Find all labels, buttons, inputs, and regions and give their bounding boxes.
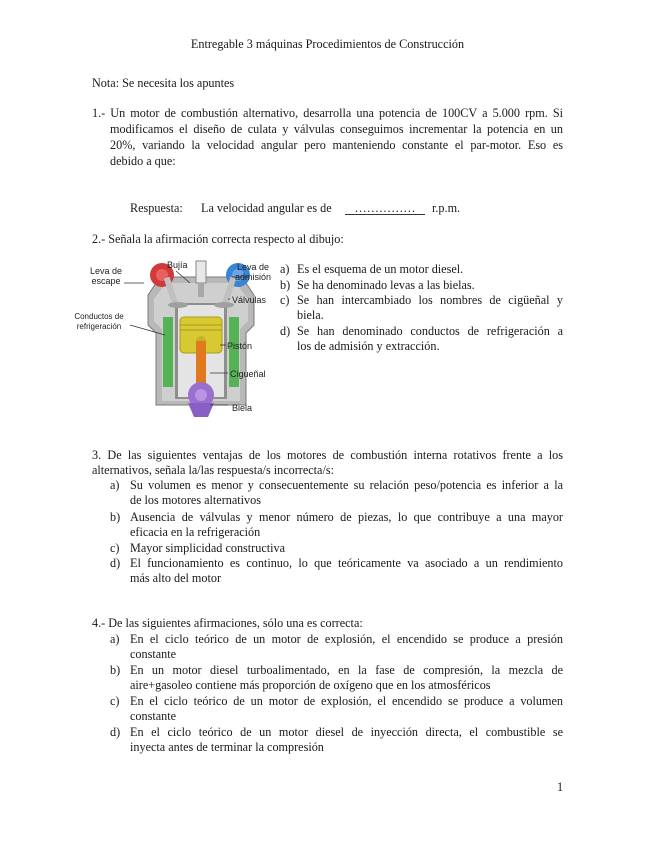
answer-unit: r.p.m. [432, 201, 461, 215]
q3-option-d-cont: más alto del motor [130, 571, 222, 585]
q3-option-letter: c) [110, 541, 120, 555]
q2-option-c-cont: biela. [297, 308, 324, 322]
q3-line: alternativos, señala la/las respuesta/s incorrecta/s: [92, 463, 334, 477]
q2-option-b: Se ha denominado levas a las bielas. [297, 278, 475, 292]
q3-option-letter: d) [110, 556, 121, 570]
answer-label: Respuesta: [130, 201, 183, 215]
q4-option-b-cont: aire+gasoleo contiene más proporción de oxígeno que en los atmosféricos [130, 678, 491, 692]
q4-option-letter: b) [110, 663, 121, 677]
q1-line: modificamos el diseño de culata y válvulas conseguimos incrementar la potencia en un [110, 122, 563, 136]
q2-title: 2.- Señala la afirmación correcta respecto al dibujo: [92, 232, 344, 246]
q4-option-letter: a) [110, 632, 120, 646]
q1-line: 20%, variando la velocidad angular pero manteniendo constante el par-motor. Eso es [110, 138, 563, 152]
q2-option-a: Es el esquema de un motor diesel. [297, 262, 464, 276]
q4-option-c: En el ciclo teórico de un motor de explosión, el encendido se produce a volumen [130, 694, 563, 708]
q3-option-letter: b) [110, 510, 121, 524]
q4-option-a-cont: constante [130, 647, 177, 661]
page-number: 1 [557, 780, 564, 794]
q3-option-c: Mayor simplicidad constructiva [130, 541, 286, 555]
q2-option-d: Se han denominado conductos de refrigeración a [297, 324, 563, 338]
q4-title: 4.- De las siguientes afirmaciones, sólo una es correcta: [92, 616, 363, 630]
label-conductos: Conductos de refrigeración [74, 312, 124, 331]
q1-line: 1.- Un motor de combustión alternativo, desarrolla una potencia de 100CV a 5.000 rpm. Si [92, 106, 563, 120]
q4-option-letter: c) [110, 694, 120, 708]
note-text: Nota: Se necesita los apuntes [92, 76, 235, 90]
q4-option-letter: d) [110, 725, 121, 739]
label-bujia: Bujía [167, 260, 188, 270]
q2-option-letter: a) [280, 262, 290, 276]
q3-option-d: El funcionamiento es continuo, lo que teóricamente va asociado a un rendimiento [130, 556, 563, 570]
q3-option-a: Su volumen es menor y consecuentemente su relación peso/potencia es inferior a la [130, 478, 563, 492]
label-leva-escape: Leva de escape [89, 266, 123, 286]
q2-option-d-cont: los de admisión y extracción. [297, 339, 440, 353]
q4-option-c-cont: constante [130, 709, 177, 723]
q3-option-a-cont: de los motores alternativos [130, 493, 261, 507]
answer-blank-dots: …………… [345, 202, 425, 215]
label-biela: Biela [232, 403, 253, 413]
q2-option-letter: c) [280, 293, 290, 307]
q2-option-c: Se han intercambiado los nombres de cigüeñal y [297, 293, 563, 307]
answer-text: La velocidad angular es de [201, 201, 332, 215]
q3-option-b: Ausencia de válvulas y menor número de piezas, lo que contribuye a una mayor [130, 510, 563, 524]
q4-option-a: En el ciclo teórico de un motor de explosión, el encendido se produce a presión [130, 632, 563, 646]
q1-line: debido a que: [110, 154, 176, 168]
q3-option-b-cont: eficacia en la refrigeración [130, 525, 261, 539]
q4-option-d-cont: inyecta antes de terminar la compresión [130, 740, 324, 754]
q2-option-letter: b) [280, 278, 291, 292]
q2-option-letter: d) [280, 324, 291, 338]
answer-blank[interactable] [345, 201, 425, 216]
label-ciguenal: Cigueñal [230, 369, 266, 379]
q3-line: 3. De las siguientes ventajas de los motores de combustión interna rotativos frente a los [92, 448, 563, 462]
q3-option-letter: a) [110, 478, 120, 492]
label-leva-admision: Leva de admisión [234, 262, 272, 282]
label-piston: Pistón [227, 341, 253, 351]
label-valvulas: Válvulas [232, 295, 267, 305]
q4-option-d: En el ciclo teórico de un motor diesel de inyección directa, el combustible se [130, 725, 563, 739]
document-title: Entregable 3 máquinas Procedimientos de Construcción [190, 37, 465, 51]
q4-option-b: En un motor diesel turboalimentado, en la fase de compresión, la mezcla de [130, 663, 563, 677]
